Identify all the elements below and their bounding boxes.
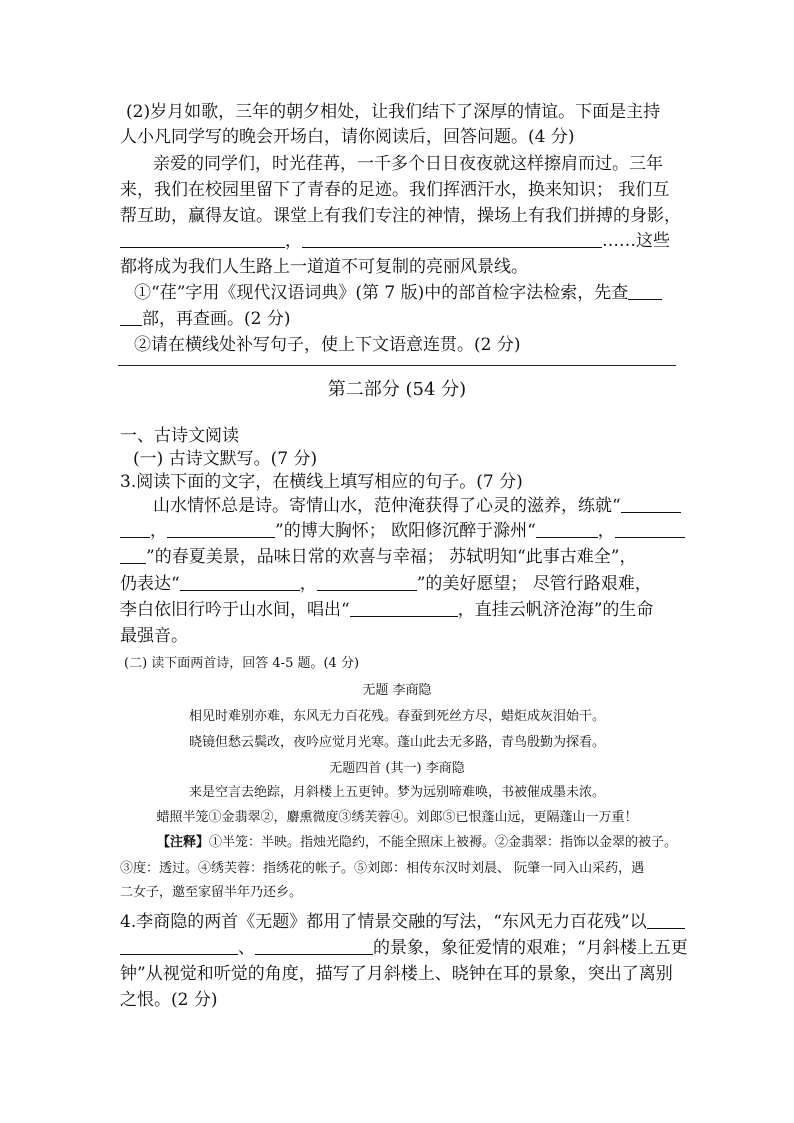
answer-blank[interactable] [536, 521, 598, 538]
q3-line-4 [120, 573, 652, 595]
answer-blank[interactable] [647, 912, 685, 929]
q3-line-1 [153, 495, 681, 517]
comma: ， [150, 521, 167, 541]
notes-line-3: 二女子，邀至家留半年乃还乡。 [120, 885, 303, 900]
q2-passage-line-4 [120, 230, 670, 252]
q3-text: ”的博大胸怀； 欧阳修沉醉于滁州“ [275, 521, 536, 541]
q4-line-4: 之恨。(2 分) [120, 990, 218, 1010]
q4-line-1 [120, 911, 685, 933]
q2-intro-line-1: (2)岁月如歌，三年的朝夕相处，让我们结下了深厚的情谊。下面是主持 [126, 102, 661, 122]
q3-text: 山水情怀总是诗。寄情山水，范仲淹获得了心灵的滋养，练就“ [153, 496, 621, 516]
q3-text: 李白依旧行吟于山水间，唱出“ [120, 600, 350, 620]
poem2-line-2: 蜡照半笼①金翡翠②，麝熏微度③绣芙蓉④。刘郎⑤已恨蓬山远，更隔蓬山一万重！ [156, 810, 638, 825]
q2-passage-line-5: 都将成为我们人生路上一道道不可复制的亮丽风景线。 [120, 257, 528, 277]
ellipsis-text: ……这些 [602, 231, 670, 251]
poem1-title: 无题 李商隐 [362, 683, 432, 698]
notes-label: 【注释】 [157, 835, 210, 850]
q3-line-5 [120, 599, 653, 621]
q2-intro-line-2: 人小凡同学写的晚会开场白，请你阅读后，回答问题。(4 分) [120, 127, 575, 147]
separator: 、 [238, 938, 255, 958]
answer-blank[interactable] [255, 938, 373, 955]
notes-line-1 [157, 834, 677, 852]
answer-blank[interactable] [167, 521, 275, 538]
q4-text: 的景象，象征爱情的艰难；“月斜楼上五更 [373, 938, 688, 958]
answer-blank[interactable] [615, 521, 685, 538]
q2-passage-line-3: 帮互助，赢得友谊。课堂上有我们专注的神情，操场上有我们拼搏的身影， [120, 206, 681, 226]
notes-line-2: ③度：透过。④绣芙蓉：指绣花的帐子。⑤刘郎：相传东汉时刘晨、 阮肇一同入山采药，遇 [120, 861, 645, 876]
q2-sub2: ②请在横线处补写句子，使上下文语意连贯。(2 分) [134, 335, 521, 355]
q4-line-2 [120, 937, 688, 959]
poem1-line-2: 晓镜但愁云鬓改，夜吟应觉月光寒。蓬山此去无多路，青鸟殷勤为探看。 [188, 735, 605, 750]
notes-text: ①半笼：半映。指烛光隐约，不能全照床上被褥。②金翡翠：指饰以金翠的被子。 [209, 835, 678, 850]
q2-sub1-line-2 [120, 308, 290, 330]
comma: ， [597, 521, 615, 541]
q3-title: 3.阅读下面的文字，在横线上填写相应的句子。(7 分) [120, 472, 523, 492]
q3-line-2 [120, 520, 685, 542]
answer-blank[interactable] [621, 496, 681, 513]
q4-text: 4.李商隐的两首《无题》都用了情景交融的写法，“东风无力百花残”以 [120, 912, 647, 932]
part2-title: 第二部分 (54 分) [327, 379, 467, 400]
answer-blank[interactable] [317, 574, 417, 591]
q3-text: ，直挂云帆济沧海”的生命 [457, 600, 654, 620]
q2-sub1-line-1 [134, 282, 662, 304]
answer-blank[interactable] [302, 231, 602, 248]
section-heading: 一、古诗文阅读 [120, 426, 239, 446]
answer-blank[interactable] [120, 938, 238, 955]
poems-header: (二) 读下面两首诗，回答 4-5 题。(4 分) [124, 656, 360, 671]
q4-line-3: 钟”从视觉和听觉的角度，描写了月斜楼上、晓钟在耳的景象，突出了离别 [120, 964, 673, 984]
q2-passage-line-1: 亲爱的同学们，时光荏苒，一千多个日日夜夜就这样擦肩而过。三年 [153, 154, 663, 174]
q3-text: ”的春夏美景，品味日常的欢喜与幸福； 苏轼明知“此事古难全”， [146, 547, 637, 567]
q2-sub1-text: ①“荏”字用《现代汉语词典》(第 7 版)中的部首检字法检索，先查 [134, 283, 629, 303]
poem2-line-1: 来是空言去绝踪，月斜楼上五更钟。梦为远别啼难唤，书被催成墨未浓。 [188, 785, 605, 800]
q2-sub1-end: 部，再查画。(2 分) [142, 309, 291, 329]
answer-blank[interactable] [120, 547, 146, 564]
q3-line-3 [120, 546, 636, 568]
comma: ， [285, 231, 302, 251]
answer-blank[interactable] [120, 521, 150, 538]
answer-blank[interactable] [350, 600, 458, 617]
answer-blank[interactable] [120, 309, 142, 326]
q3-text: 仍表达“ [120, 574, 180, 594]
q2-passage-line-2: 来，我们在校园里留下了青春的足迹。我们挥洒汗水，换来知识； 我们互 [120, 180, 670, 200]
section-divider [118, 365, 676, 366]
poem2-title: 无题四首 (其一) 李商隐 [329, 761, 465, 776]
subsection-heading: (一) 古诗文默写。(7 分) [133, 449, 318, 469]
poem1-line-1: 相见时难别亦难，东风无力百花残。春蚕到死丝方尽，蜡炬成灰泪始干。 [188, 709, 605, 724]
comma: ， [299, 574, 317, 594]
answer-blank[interactable] [180, 574, 300, 591]
answer-blank[interactable] [120, 231, 285, 248]
answer-blank[interactable] [628, 283, 662, 300]
q3-text: ”的美好愿望； 尽管行路艰难， [416, 574, 652, 594]
q3-line-6: 最强音。 [120, 626, 188, 646]
